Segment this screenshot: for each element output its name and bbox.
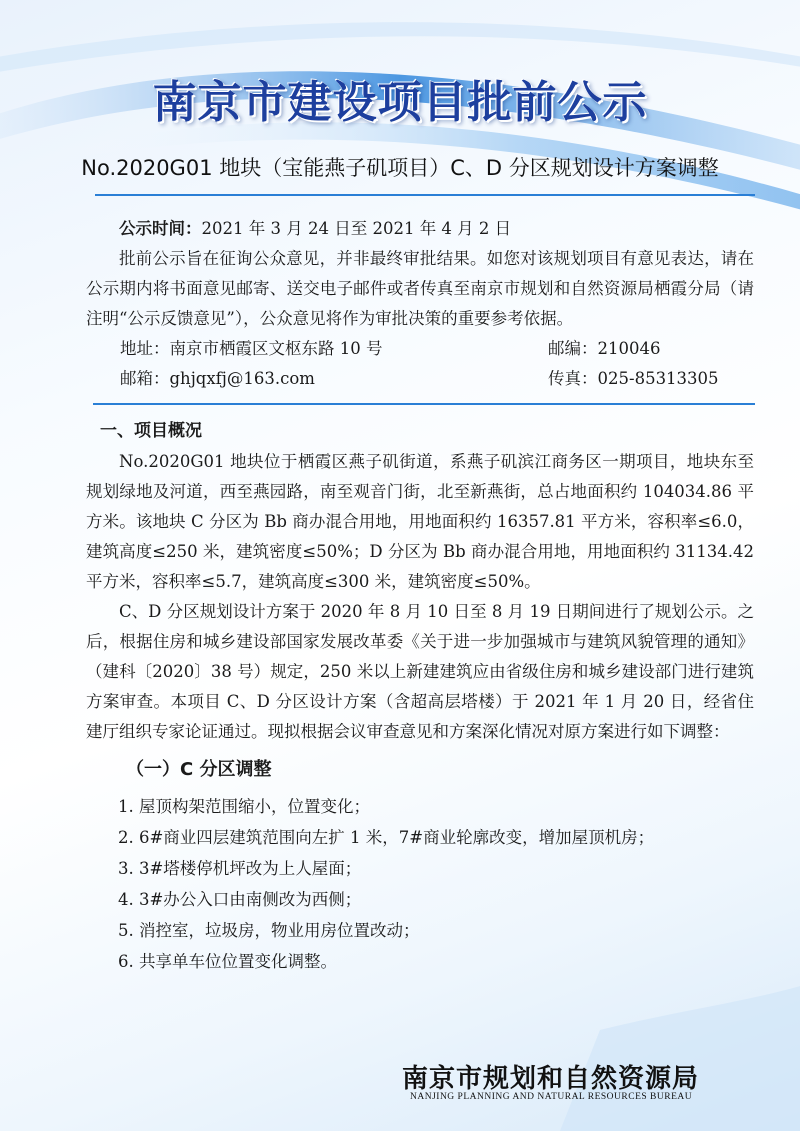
section-paragraph-1: No.2020G01 地块位于栖霞区燕子矶街道，系燕子矶滨江商务区一期项目，地块东至规划绿地及河道，西至燕园路，南至观音门街，北至新燕街，总占地面积约 104034.86 平方米。该地块 C 分区为 Bb 商办混合用地，用地面积约 16357.81 平方米，容积率≤6.0，建筑高度≤250 米，建筑密度≤50%；D 分区为 Bb 商办混合用地，用地面积约 31134.42 平方米，容积率≤5.7，建筑高度≤300 米，建筑密度≤50%。: [86, 452, 754, 591]
list-item: 4. 3#办公入口由南侧改为西侧；: [118, 890, 362, 909]
contact-row-2: [86, 364, 754, 394]
divider: [95, 194, 755, 196]
notice-body: [86, 214, 754, 977]
notice-purpose: 批前公示旨在征询公众意见，并非最终审批结果。如您对该规划项目有意见表达，请在公示期内将书面意见邮寄、送交电子邮件或者传真至南京市规划和自然资源局栖霞分局（请注明“公示反馈意见”），公众意见将作为审批决策的重要参考依据。: [86, 249, 754, 328]
section-paragraph-2: C、D 分区规划设计方案于 2020 年 8 月 10 日至 8 月 19 日期间进行了规划公示。之后，根据住房和城乡建设部国家发展改革委《关于进一步加强城市与建筑风貌管理的通知》（建科〔2020〕38 号）规定，250 米以上新建建筑应由省级住房和城乡建设部门进行建筑方案审查。本项目 C、D 分区设计方案（含超高层塔楼）于 2021 年 1 月 20 日，经省住建厅组织专家论证通过。现拟根据会议审查意见和方案深化情况对原方案进行如下调整：: [86, 602, 754, 741]
address-text: 地址：南京市栖霞区文枢东路 10 号: [120, 339, 383, 358]
divider: [93, 403, 755, 405]
list-item: 3. 3#塔楼停机坪改为上人屋面；: [118, 859, 362, 878]
section-heading: 一、项目概况: [100, 421, 202, 441]
fax-text: 传真：025-85313305: [548, 369, 719, 388]
postcode-text: 邮编：210046: [548, 339, 661, 358]
contact-row-1: [86, 334, 754, 364]
footer-org-name: 南京市规划和自然资源局: [402, 1064, 700, 1094]
footer-org-name-en: NANJING PLANNING AND NATURAL RESOURCES BUREAU: [410, 1092, 693, 1102]
notice-time-label: 公示时间：: [119, 219, 202, 238]
page-title: 南京市建设项目批前公示: [152, 77, 648, 128]
notice-time: [119, 214, 754, 244]
list-item: 2. 6#商业四层建筑范围向左扩 1 米，7#商业轮廓改变，增加屋顶机房；: [118, 828, 655, 847]
page-subtitle: No.2020G01 地块（宝能燕子矶项目）C、D 分区规划设计方案调整: [81, 156, 719, 180]
list-item: 1. 屋顶构架范围缩小，位置变化；: [118, 797, 370, 816]
list-item: 5. 消控室，垃圾房，物业用房位置改动；: [118, 921, 420, 940]
notice-time-value: 2021 年 3 月 24 日至 2021 年 4 月 2 日: [201, 219, 512, 238]
email-text: 邮箱：ghjqxfj@163.com: [120, 369, 315, 388]
list-item: 6. 共享单车位位置变化调整。: [118, 952, 337, 971]
subsection-heading: （一）C 分区调整: [126, 759, 272, 780]
